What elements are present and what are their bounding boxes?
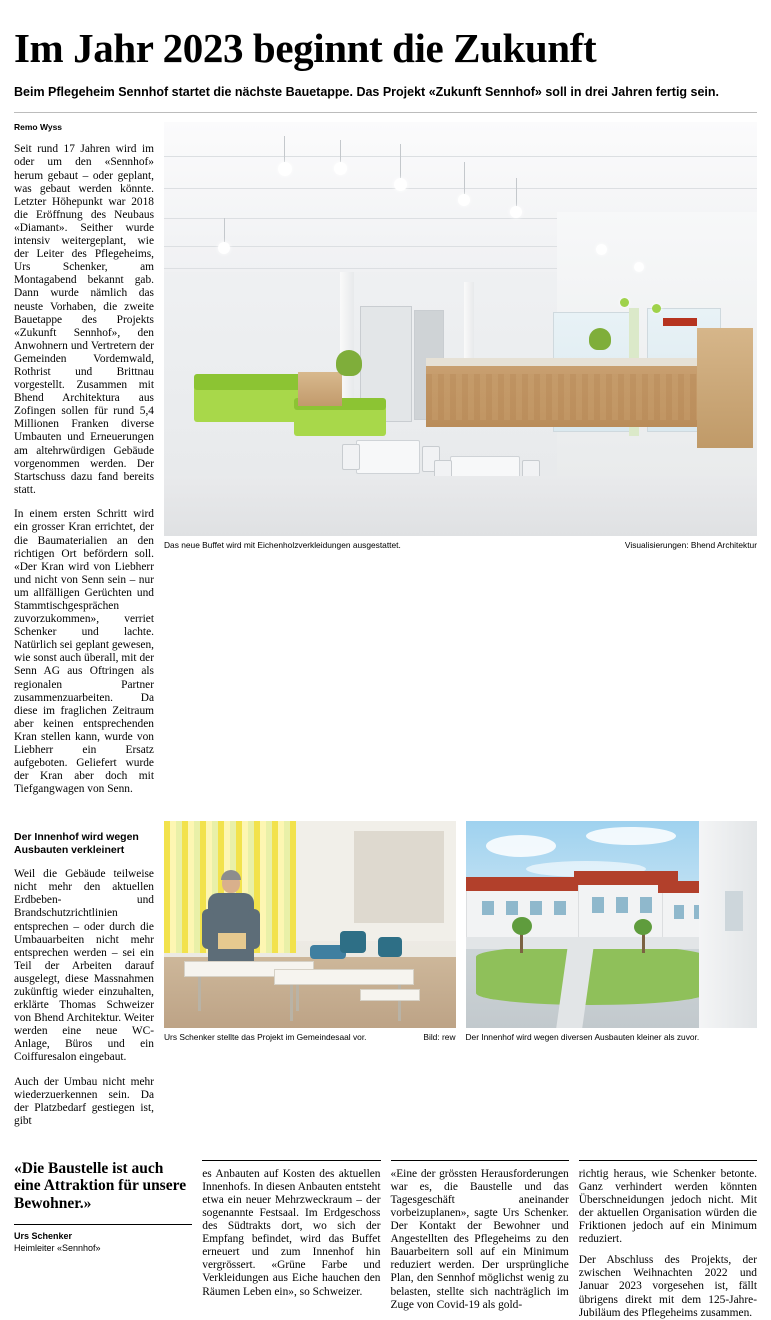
pullquote-attribution-name: Urs Schenker <box>14 1224 192 1242</box>
upper-block <box>14 122 757 808</box>
body-paragraph-4: Auch der Umbau nicht mehr wiederzuerkennen sein. Da der Platzbedarf gestiegen ist, gibt <box>14 1075 154 1128</box>
body-paragraph-2: In einem ersten Schritt wird ein grosser Kran errichtet, der die Baumaterialien an den richtigen Ort befördern soll. «Der Kran wird von Liebherr und nicht von Senn sein – nur um allfälligen Gerüchten und Stammtischgesprächen zuvorzukommen», verriet Schenker und lachte. Natürlich sei geplant gewesen, wie sonst auch überall, mit der Senn AG aus Oftringen als regionalen Partner zusammenzuarbeiten. Da diese im fraglichen Zeitraum aber keinen entsprechenden Kran stellen kann, wurde von Liebherr ein Ersatz aufgeboten. Geliefert wurde der Kran aber doch mit Tiefgangwagen von Senn. <box>14 508 154 796</box>
mid-left-caption-row <box>164 1028 456 1043</box>
page-title: Im Jahr 2023 beginnt die Zukunft <box>14 25 597 71</box>
presentation-illustration <box>164 821 456 1028</box>
mid-left-image-block <box>164 821 456 1140</box>
mid-right-image-block <box>466 821 758 1140</box>
main-image <box>164 122 757 536</box>
mid-left-credit: Bild: rew <box>423 1031 456 1042</box>
pullquote-text: «Die Baustelle ist auch eine Attraktion für unsere Bewohner.» <box>14 1159 187 1212</box>
bottom-column-2: es Anbauten auf Kosten des aktuellen Innenhofs. In diesen Anbauten entsteht etwa ein neuer Mehrzweckraum – der sogenannte Festsaal. Im Erdgeschoss des Südtrakts dort, wo sich der Empfang befindet, wird das Buffet erneuert und zum Innenhof hin vergrössert. «Grüne Farbe und Verkleidungen aus Eiche hauchen den Räumen Leben ein», so Schweizer. <box>202 1160 380 1320</box>
main-image-caption-row <box>164 536 757 551</box>
lead-paragraph: Beim Pflegeheim Sennhof startet die nächste Bauetappe. Das Projekt «Zukunft Sennhof» soll in drei Jahren fertig sein. <box>14 85 720 99</box>
main-image-caption: Das neue Buffet wird mit Eichenholzverkleidungen ausgestattet. <box>164 540 401 550</box>
interior-illustration <box>164 122 757 536</box>
header-divider <box>14 112 757 113</box>
mid-right-caption: Der Innenhof wird wegen diversen Ausbauten kleiner als zuvor. <box>465 1031 700 1042</box>
courtyard-illustration <box>466 821 758 1028</box>
bottom-column-4-p2: Der Abschluss des Projekts, der zwischen Weihnachten 2022 und Januar 2023 vorgesehen ist, fällt übrigens direkt mit dem 125-Jahre-Jubiläum des Pflegeheims zusammen. <box>578 1254 757 1319</box>
article-column-1-continued <box>14 821 154 1140</box>
byline: Remo Wyss <box>14 122 63 132</box>
mid-left-image <box>164 821 456 1028</box>
newspaper-page <box>0 25 771 1319</box>
bottom-columns <box>14 1152 757 1320</box>
bottom-column-4 <box>579 1160 757 1320</box>
main-image-block <box>164 122 757 808</box>
pullquote-attribution-role: Heimleiter «Sennhof» <box>14 1243 101 1254</box>
bottom-column-4-p1: richtig heraus, wie Schenker betonte. Ganz verhindert werden könnten Überschneidungen jedoch nicht. Mit der aktuellen Organisation würden die Friktionen jedoch auf ein Minimum reduziert. <box>578 1167 757 1246</box>
body-paragraph-1: Seit rund 17 Jahren wird im oder um den «Sennhof» herum gebaut – oder geplant, was gebaut werden könnte. Letzter Höhepunkt war 2018 die Eröffnung des Neubaus «Diamant». Seither wurde intensiv weitergeplant, wie der Leiter des Pflegeheims, Urs Schenker, am Montagabend bekannt gab. Dann wurde nämlich das neuste Vorhaben, die zweite Bauetappe des Projekts «Zukunft Sennhof», den Anwohnern und Vertretern der Gemeinden Vordemwald, Rothrist und Brittnau vorgestellt. Zusammen mit Bhend Architektura aus Zofingen sollen für rund 5,4 Millionen Franken diverse Umbauten und Erneuerungen am altehrwürdigen Gebäude vorgenommen werden. Der Startschuss dazu fand bereits statt. <box>14 143 154 496</box>
article-column-1 <box>14 122 154 808</box>
mid-left-caption: Urs Schenker stellte das Projekt im Gemeindesaal vor. <box>164 1031 367 1042</box>
middle-block <box>14 821 757 1140</box>
body-paragraph-3: Weil die Gebäude teilweise nicht mehr den aktuellen Erdbeben- und Brandschutzrichtlinien entsprechen – oder durch die Umbauarbeiten nicht mehr entsprechen werden – sei ein Teil der Arbeiten darauf ausgelegt, diese Massnahmen zukünftig wieder einzuhalten, erklärte Thomas Schweizer von Bhend Architektur. Weiter werden eine neue WC-Anlage, Büros und ein Coiffuresalon eingebaut. <box>14 868 154 1064</box>
pullquote-block <box>14 1160 192 1320</box>
mid-right-image <box>466 821 758 1028</box>
mid-right-caption-row <box>466 1028 758 1043</box>
main-image-credit: Visualisierungen: Bhend Architektur <box>624 540 757 550</box>
subheading: Der Innenhof wird wegen Ausbauten verkleinert <box>14 830 139 856</box>
bottom-column-3: «Eine der grössten Herausforderungen war es, die Baustelle und das Tagesgeschäft aneinander vorbeizuplanen», sagte Urs Schenker. Der Kontakt der Bewohner und Angestellten des Pflegeheims zu den Bauarbeitern soll auf ein Minimum reduziert werden. Der ursprüngliche Plan, den Sennhof möglichst wenig zu belasten, stellte sich nachträglich im Zuge von Covid-19 als gold- <box>391 1160 569 1320</box>
